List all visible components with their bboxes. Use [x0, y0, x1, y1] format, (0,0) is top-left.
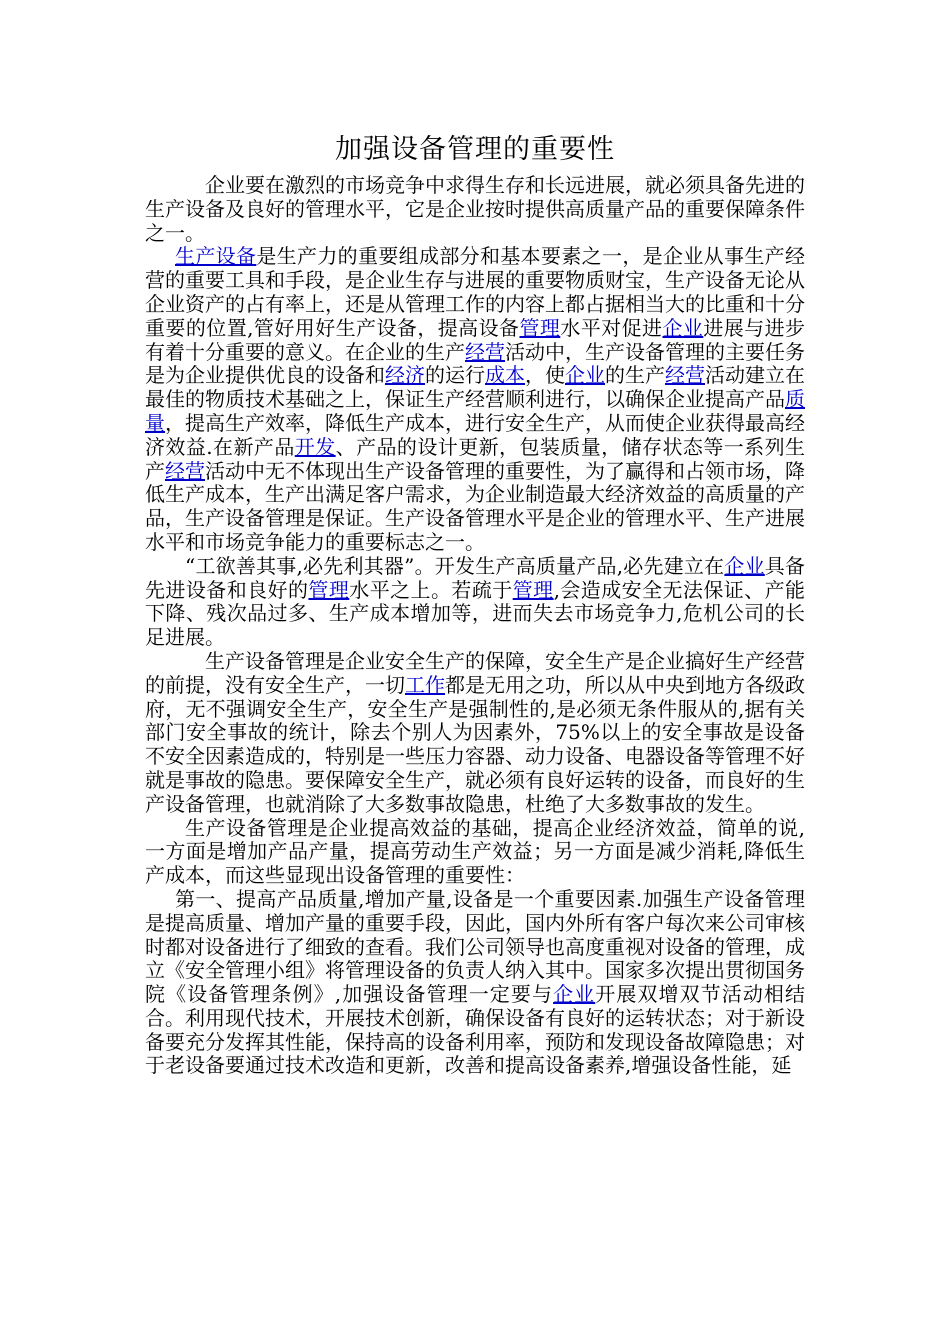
inline-link[interactable]: 企业 — [565, 363, 605, 388]
text-run: 企业要在激烈的市场竞争中求得生存和长远进展，就必须具备先进的生产设备及良好的管理水平，它是企业按时提供高质量产品的重要保障条件之一。 — [145, 173, 805, 245]
inline-link[interactable]: 经济 — [385, 363, 425, 388]
text-run: 活动中，生产设备管理的主要任务是为企业提供优良的设备和 — [145, 339, 805, 388]
text-run: 水平对促进 — [560, 315, 663, 340]
inline-link[interactable]: 质量 — [145, 387, 805, 435]
inline-link[interactable]: 开发 — [294, 434, 336, 459]
inline-link[interactable]: 经营 — [665, 363, 705, 388]
text-run: 的运行 — [425, 363, 485, 388]
text-run: ，使 — [525, 363, 565, 388]
paragraph — [145, 174, 805, 245]
document-title: 加强设备管理的重要性 — [335, 134, 615, 165]
text-run: 的生产 — [605, 363, 665, 388]
inline-link[interactable]: 企业 — [553, 982, 596, 1007]
text-run: 活动中无不体现出生产设备管理的重要性，为了赢得和占领市场，降低生产成本，生产出满足客户需求，为企业制造最大经济效益的高质量的产品，生产设备管理是保证。生产设备管理水平是企业的管理水平、生产进展水平和市场竞争能力的重要标志之一。 — [145, 458, 805, 554]
inline-link[interactable]: 企业 — [662, 315, 704, 340]
text-run: ,会造成安全无法保证、产能下降、残次品过多、生产成本增加等，进而失去市场竞争力,危机公司的长足进展。 — [145, 577, 806, 650]
inline-link[interactable]: 经营 — [465, 339, 505, 364]
text-run: 都是无用之功，所以从中央到地方各级政府，无不强调安全生产，安全生产是强制性的,是必须无条件服从的,据有关部门安全事故的统计，除去个别人为因素外，75%以上的安全事故是设备不安全因素造成的，特别是一些压力容器、动力设备、电器设备等管理不好就是事故的隐患。要保障安全生产，就必须有良好运转的设备，而良好的生产设备管理，也就消除了大多数事故隐患，杜绝了大多数事故的发生。 — [145, 672, 805, 816]
text-run: “工欲善其事,必先利其器”。开发生产高质量产品,必先建立在 — [185, 553, 725, 578]
text-run: 生产设备管理是企业提高效益的基础，提高企业经济效益，简单的说,一方面是增加产品产量，提高劳动生产效益；另一方面是减少消耗,降低生产成本，而这些显现出设备管理的重要性： — [145, 815, 805, 888]
inline-link[interactable]: 经营 — [165, 458, 205, 483]
document-body — [145, 174, 805, 1078]
text-run: 进展与进步有着十分重要的意义。在企业的生产 — [145, 315, 806, 364]
inline-link[interactable]: 管理 — [308, 577, 350, 602]
text-run: 、产品的设计更新，包装质量，储存状态等一系列生产 — [145, 434, 806, 483]
inline-link[interactable]: 管理 — [512, 577, 554, 602]
text-run: ，提高生产效率，降低生产成本，进行安全生产，从而使企业获得最高经济效益.在新产品 — [145, 410, 805, 459]
text-run: 活动建立在最佳的物质技术基础之上，保证生产经营顺利进行，以确保企业提高产品 — [145, 363, 805, 412]
paragraph — [145, 650, 805, 817]
inline-link[interactable]: 管理 — [519, 315, 561, 340]
text-run: 生产设备管理是企业安全生产的保障，安全生产是企业搞好生产经营的前提，没有安全生产，一切 — [145, 648, 805, 697]
inline-link[interactable]: 成本 — [485, 363, 525, 388]
text-run: 具备先进设备和良好的 — [145, 553, 806, 602]
text-run: 水平之上。若疏于 — [349, 577, 513, 602]
text-run: 开展双增双节活动相结合。利用现代技术，开展技术创新，确保设备有良好的运转状态；对于新设备要充分发挥其性能，保持高的设备利用率，预防和发现设备故障隐患；对于老设备要通过技术改造和更新，改善和提高设备素养,增强设备性能，延 — [145, 982, 806, 1078]
text-run: 第一、提高产品质量,增加产量,设备是一个重要因素.加强生产设备管理是提高质量、增加产量的重要手段，因此，国内外所有客户每次来公司审核时都对设备进行了细致的查看。我们公司领导也高度重视对设备的管理，成立《安全管理小组》将管理设备的负责人纳入其中。国家多次提出贯彻国务院《设备管理条例》,加强设备管理一定要与 — [145, 886, 805, 1007]
paragraph — [145, 888, 805, 1078]
paragraph — [145, 555, 805, 650]
paragraph — [145, 817, 805, 888]
document-page — [145, 128, 805, 1078]
inline-link[interactable]: 工作 — [405, 672, 445, 697]
inline-link[interactable]: 企业 — [724, 553, 765, 578]
text-run: 是生产力的重要组成部分和基本要素之一，是企业从事生产经营的重要工具和手段，是企业生存与进展的重要物质财宝，生产设备无论从企业资产的占有率上，还是从管理工作的内容上都占据相当大的比重和十分重要的位置,管好用好生产设备，提高设备 — [145, 244, 806, 340]
paragraph — [145, 245, 805, 554]
inline-link[interactable]: 生产设备 — [175, 244, 257, 269]
